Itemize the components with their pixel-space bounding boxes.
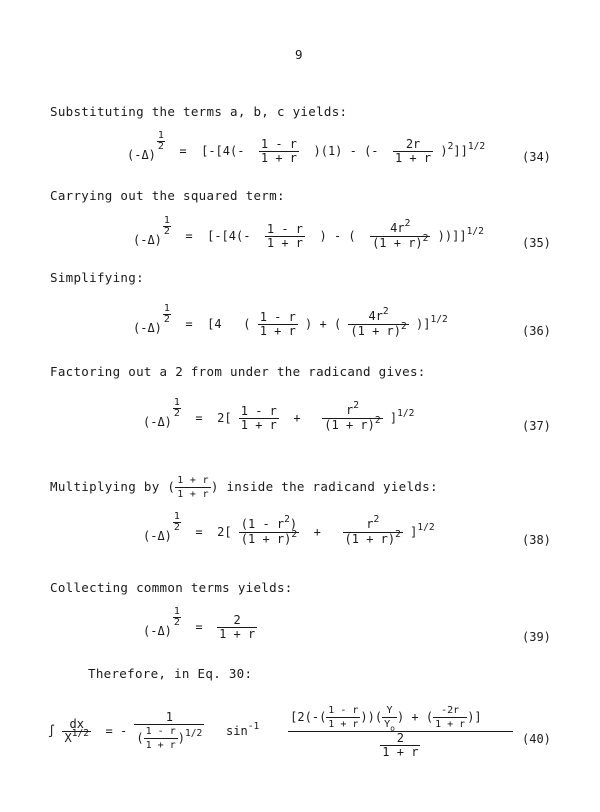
numerator: [2(-( $\frac{1 - r}{1 + r}$ ))( $\frac{Y}{Y_o}$ ) + ( $\frac{-2r}{1 + r}$ )]: [290, 705, 511, 733]
numerator: 1 - r: [266, 222, 304, 236]
fraction-1mr-1pr: [144, 725, 178, 752]
eq-sign: =: [178, 229, 200, 243]
one-plus-r: (1 + r): [324, 418, 375, 432]
denominator: 1 + r: [266, 236, 304, 250]
half-den: 2: [173, 408, 180, 419]
power-half: 1/2: [467, 141, 486, 153]
denominator: $(1 + r)^2$: [324, 415, 381, 432]
numerator: 1 - r: [259, 310, 296, 324]
numerator: 1: [134, 711, 204, 725]
denominator: 1 + r: [219, 627, 256, 641]
exponent-half: [163, 304, 171, 325]
subscript-o: o: [390, 723, 395, 733]
fraction-1mr-1pr: [239, 405, 279, 432]
integral-sign: ∫: [48, 724, 56, 738]
text-line-4: Factoring out a 2 from under the radicand gives:: [50, 364, 426, 379]
power-half: 1/2: [397, 408, 415, 420]
fraction-2r: [393, 138, 433, 165]
fraction-1mr-1pr: [259, 138, 299, 165]
half-num: 1: [157, 130, 164, 141]
one-minus-r: 1 - r: [248, 517, 285, 531]
term: ) + (: [305, 317, 342, 331]
page-number: 9: [295, 47, 303, 62]
denominator: $(1 + r)^2$: [372, 233, 429, 250]
fraction-1mr-1pr: [258, 311, 298, 338]
neg-delta: (-Δ): [127, 148, 156, 162]
numerator: 1 - r: [260, 137, 298, 151]
neg-delta: (-Δ): [143, 624, 172, 638]
term: [-[4(-: [201, 144, 252, 158]
eq-sign: =: [188, 411, 210, 425]
text-line-7: Therefore, in Eq. 30:: [88, 666, 253, 681]
half-den: 2: [163, 314, 170, 325]
text-line-1: Substituting the terms a, b, c yields:: [50, 104, 348, 119]
equation-number-35: (35): [522, 236, 551, 250]
eq-sign: =: [178, 317, 200, 331]
denominator: $(1 + r)^2$: [344, 529, 401, 546]
r: r: [345, 403, 354, 417]
sin: sin: [226, 724, 248, 738]
term: ))]]$^{1/2}$: [437, 226, 484, 243]
one-plus-r: (1 + r): [240, 532, 292, 546]
eq-sign: =: [172, 144, 194, 158]
term: ) - (: [312, 229, 363, 243]
fraction-r2: [343, 514, 403, 547]
half-den: 2: [163, 226, 170, 237]
equation-34: [127, 130, 486, 165]
numerator: -2r: [433, 704, 467, 718]
numerator: 1 - r: [240, 404, 277, 418]
numerator: 1 - r: [328, 705, 359, 716]
exponent-half: [173, 512, 181, 533]
lhs: [143, 511, 181, 543]
denominator: 1 + r: [177, 489, 209, 500]
numerator: 1 - r: [145, 726, 176, 737]
neg-delta: (-Δ): [143, 529, 172, 543]
arcsine: [212, 721, 281, 738]
half-num: 1: [173, 511, 180, 522]
equation-number-40: (40): [522, 732, 551, 746]
fraction-1mr2: [239, 514, 299, 547]
power-half: 1/2: [466, 226, 484, 238]
half-den: 2: [173, 522, 180, 533]
eq-sign: =: [188, 620, 210, 634]
neg-delta: (-Δ): [143, 415, 172, 429]
term: [-[4(-: [207, 229, 258, 243]
fraction-2-1pr: [217, 614, 257, 641]
equation-number-39: (39): [522, 630, 551, 644]
numerator: $r^2$: [322, 404, 382, 419]
denominator: 1 + r: [435, 719, 466, 730]
denominator: 1 + r: [260, 151, 298, 165]
numerator: $(1 - r^2)$: [240, 514, 298, 531]
one-plus-r: (1 + r): [350, 324, 401, 338]
equation-number-36: (36): [522, 324, 551, 338]
denominator: [288, 732, 512, 759]
term: +: [306, 525, 336, 539]
fraction-4r2: [348, 306, 408, 339]
denominator: 1 + r: [240, 418, 277, 432]
power-half: 1/2: [417, 522, 435, 534]
term: [4 (: [207, 317, 251, 331]
denominator: 1 + r: [259, 324, 296, 338]
y-var: Y: [384, 719, 391, 730]
x-var: X: [64, 730, 72, 745]
text-line-5-end: ) inside the radicand yields:: [210, 479, 438, 494]
term: +: [286, 411, 316, 425]
half-num: 1: [173, 397, 180, 408]
term: )$^2$]]$^{1/2}$: [440, 141, 486, 158]
numerator: $4r^2$: [370, 222, 430, 237]
fraction-2-1pr: [380, 732, 420, 759]
lhs: [143, 606, 181, 638]
half-num: 1: [163, 303, 170, 314]
text-line-6: Collecting common terms yields:: [50, 580, 293, 595]
equation-37: [143, 397, 415, 433]
lhs: [143, 397, 181, 429]
half-num: 1: [173, 606, 180, 617]
equation-38: [143, 511, 435, 547]
fraction-y-yo: [382, 704, 397, 731]
lhs: [133, 303, 171, 335]
four-r: 4r: [368, 309, 383, 323]
one-plus-r: (1 + r): [344, 532, 396, 546]
fraction-1pr-1pr: [175, 474, 211, 501]
equation-39: [143, 606, 257, 641]
power-half: 1/2: [71, 727, 90, 739]
fraction-1mr-1pr: [265, 223, 305, 250]
denominator: ( $\frac{1 - r}{1 + r}$ )$^{1/2}$: [136, 726, 203, 751]
fraction-1mr-1pr: [326, 704, 360, 731]
denominator: [62, 727, 91, 746]
r: r: [366, 517, 374, 531]
eq-sign: = -: [98, 724, 128, 738]
numerator: 2: [217, 614, 257, 628]
term: )]$^{1/2}$: [416, 314, 448, 331]
text-line-5: [50, 474, 438, 501]
inverse-power: -1: [247, 721, 260, 733]
exponent-half: [173, 607, 181, 628]
numerator: 2: [380, 732, 420, 746]
numerator: 1 + r: [177, 475, 209, 486]
denominator: [382, 718, 397, 731]
text-line-5-start: Multiplying by (: [50, 479, 176, 494]
half-den: 2: [157, 141, 164, 152]
lhs: [133, 215, 171, 247]
denominator: 1 + r: [328, 719, 359, 730]
numerator: 2r: [393, 138, 433, 152]
numerator: dx: [62, 718, 91, 732]
fraction-dx-x: [62, 718, 91, 746]
equation-36: [133, 303, 448, 339]
lhs: [127, 130, 165, 162]
one-plus-r: (1 + r): [372, 236, 423, 250]
four-r: 4r: [390, 221, 405, 235]
power-half: 1/2: [184, 728, 203, 740]
eq-sign: =: [188, 525, 210, 539]
term: 2[: [217, 411, 232, 425]
power-half: 1/2: [430, 314, 448, 326]
term: )(1) - (-: [306, 144, 386, 158]
term: ]$^{1/2}$: [389, 408, 415, 425]
numerator: $4r^2$: [348, 310, 408, 325]
denominator: $(1 + r)^2$: [240, 529, 298, 546]
equation-number-38: (38): [522, 533, 551, 547]
half-den: 2: [173, 617, 180, 628]
denominator: 1 + r: [382, 745, 419, 759]
denominator: $(1 + r)^2$: [350, 321, 407, 338]
numerator: $r^2$: [343, 518, 403, 533]
big-fraction: [288, 704, 512, 759]
fraction-4r2: [370, 218, 430, 251]
term: 2[: [217, 525, 232, 539]
term: ]$^{1/2}$: [410, 522, 435, 539]
equation-number-37: (37): [522, 419, 551, 433]
numerator: Y: [382, 704, 397, 718]
fraction-neg2r: [433, 704, 467, 731]
half-num: 1: [163, 215, 170, 226]
equation-35: [133, 215, 484, 251]
fraction-r2: [322, 400, 382, 433]
fraction-1-over-sqrt: [134, 711, 204, 752]
equation-40: [48, 704, 513, 759]
denominator: 1 + r: [145, 740, 176, 751]
equation-number-34: (34): [522, 150, 551, 164]
exponent-half: [157, 131, 165, 152]
exponent-half: [173, 398, 181, 419]
exponent-half: [163, 216, 171, 237]
neg-delta: (-Δ): [133, 321, 162, 335]
text-line-2: Carrying out the squared term:: [50, 188, 285, 203]
neg-delta: (-Δ): [133, 233, 162, 247]
text-line-3: Simplifying:: [50, 270, 144, 285]
denominator: 1 + r: [394, 151, 432, 165]
